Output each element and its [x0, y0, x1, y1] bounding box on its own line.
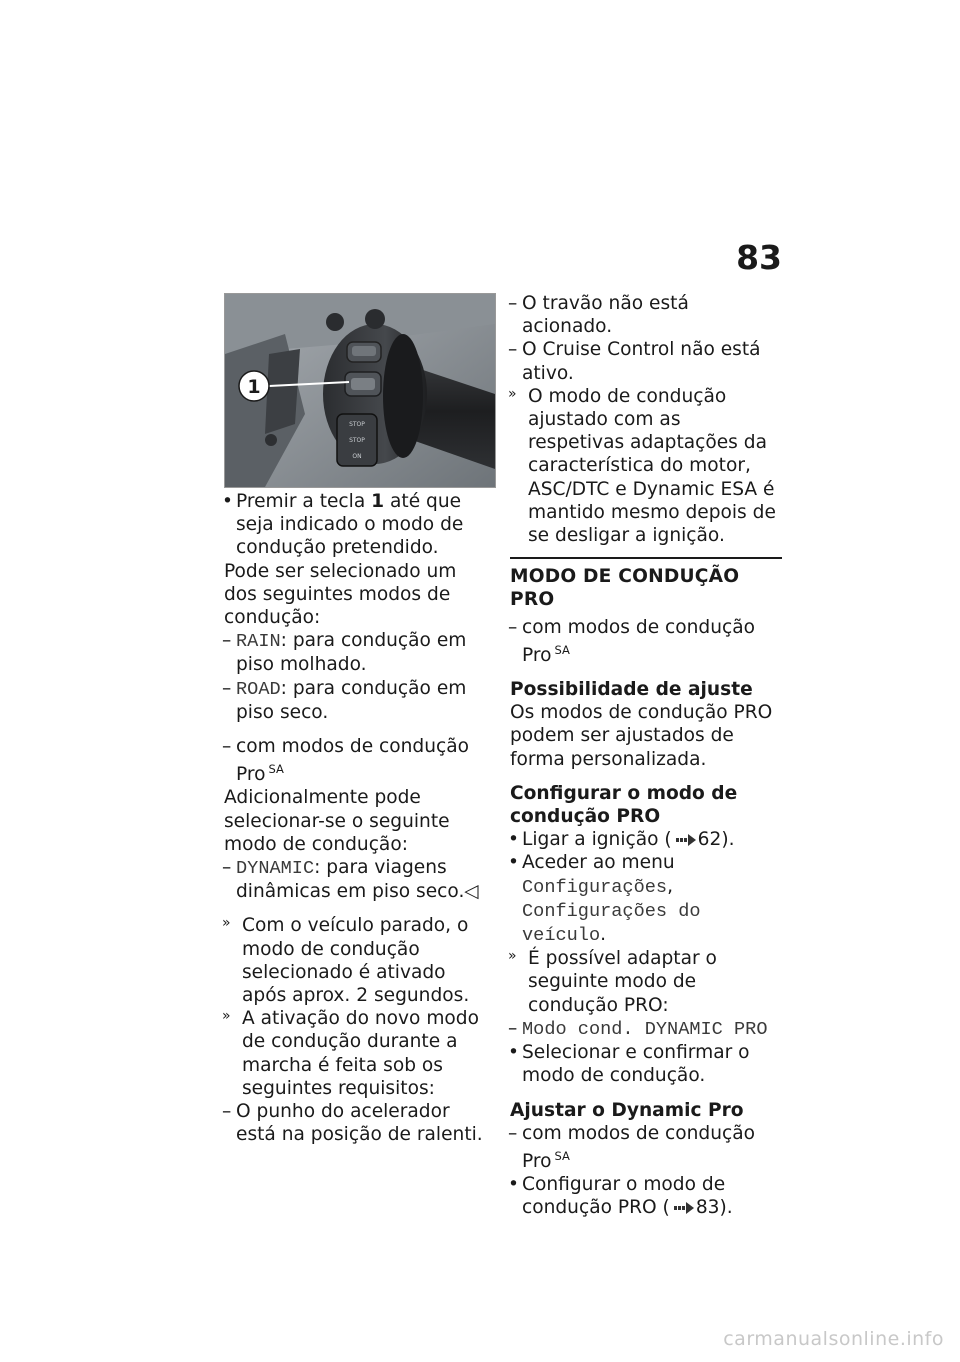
dash-dynamic-pro: – Modo cond. DYNAMIC PRO	[508, 1017, 768, 1040]
bullet-menu: • Aceder ao menu Configurações, Configurações do veículo.	[508, 852, 701, 947]
bullet-icon: •	[222, 491, 233, 512]
result-icon: »	[222, 1008, 231, 1025]
page-ref-arrow-icon	[674, 1202, 694, 1214]
right-column	[510, 292, 782, 1220]
end-mark-icon: ◁	[464, 881, 479, 903]
result-adapt: » É possível adaptar o seguinte modo de condução PRO:	[510, 947, 782, 1017]
watermark: carmanualsonline.info	[723, 1328, 944, 1350]
section-heading-pro: MODO DE CONDUÇÃO PRO	[510, 557, 782, 611]
stop-label-1: STOP	[349, 421, 365, 428]
dash-throttle: – O punho do acelerador está na posição de ralenti.	[222, 1101, 483, 1146]
result-activation: » Com o veículo parado, o modo de condução selecionado é ativado após aprox. 2 segundos.	[224, 914, 494, 1007]
result-icon: »	[508, 948, 517, 965]
heading-adjustment: Possibilidade de ajuste	[510, 679, 753, 701]
modes-intro: Pode ser selecionado um dos seguintes modos de condução:	[224, 560, 457, 629]
left-column	[224, 490, 494, 1146]
handlebar-switch-illustration	[225, 294, 495, 487]
page-ref-arrow-icon	[676, 834, 696, 846]
bullet-select-confirm: • Selecionar e confirmar o modo de condução.	[508, 1042, 750, 1087]
dash-dynamic: – DYNAMIC: para viagens dinâmicas em piso seco.◁	[222, 857, 479, 903]
result-kept: » O modo de condução ajustado com as respetivas adaptações da característica do motor, ASC/DTC e Dynamic ESA é mantido mesmo depois de se desligar a ignição.	[510, 385, 782, 547]
heading-adjust-dynamic-pro: Ajustar o Dynamic Pro	[510, 1099, 744, 1121]
additional-mode-text: Adicionalmente pode selecionar-se o seguinte modo de condução:	[224, 787, 450, 855]
bullet-configure-pro: • Configurar o modo de condução PRO ( 83).	[508, 1174, 733, 1219]
page-ref-83[interactable]: 83	[695, 1197, 720, 1219]
on-label: ON	[352, 453, 362, 460]
dash-pro-modes-2: – com modos de condução Pro $^{SA}$	[508, 616, 756, 666]
heading-configure: Configurar o modo de condução PRO	[510, 782, 738, 828]
dash-cruise: – O Cruise Control não está ativo.	[508, 339, 761, 384]
adjustment-text: Os modos de condução PRO podem ser ajustados de forma personalizada.	[510, 702, 773, 770]
bullet-press-key: • Premir a tecla 1 até que seja indicado o modo de condução pretendido.	[222, 491, 464, 559]
result-requirements: » A ativação do novo modo de condução durante a marcha é feita sob os seguintes requisitos:	[224, 1007, 494, 1100]
handlebar-switch-photo	[224, 293, 496, 488]
result-icon: »	[222, 915, 231, 932]
dash-rain: – RAIN: para condução em piso molhado.	[222, 630, 467, 676]
dash-brake: – O travão não está acionado.	[508, 293, 689, 338]
callout-1: 1	[247, 376, 261, 398]
page-number: 83	[736, 238, 782, 277]
stop-label-2: STOP	[349, 437, 365, 444]
dash-pro-modes-3: – com modos de condução Pro $^{SA}$	[508, 1122, 756, 1172]
page-ref-62[interactable]: 62	[697, 829, 722, 851]
dash-road: – ROAD: para condução em piso seco.	[222, 677, 467, 723]
bullet-ignition: • Ligar a ignição ( 62).	[508, 829, 735, 851]
dash-pro-modes: – com modos de condução Pro $^{SA}$	[222, 736, 470, 786]
result-icon: »	[508, 385, 517, 402]
